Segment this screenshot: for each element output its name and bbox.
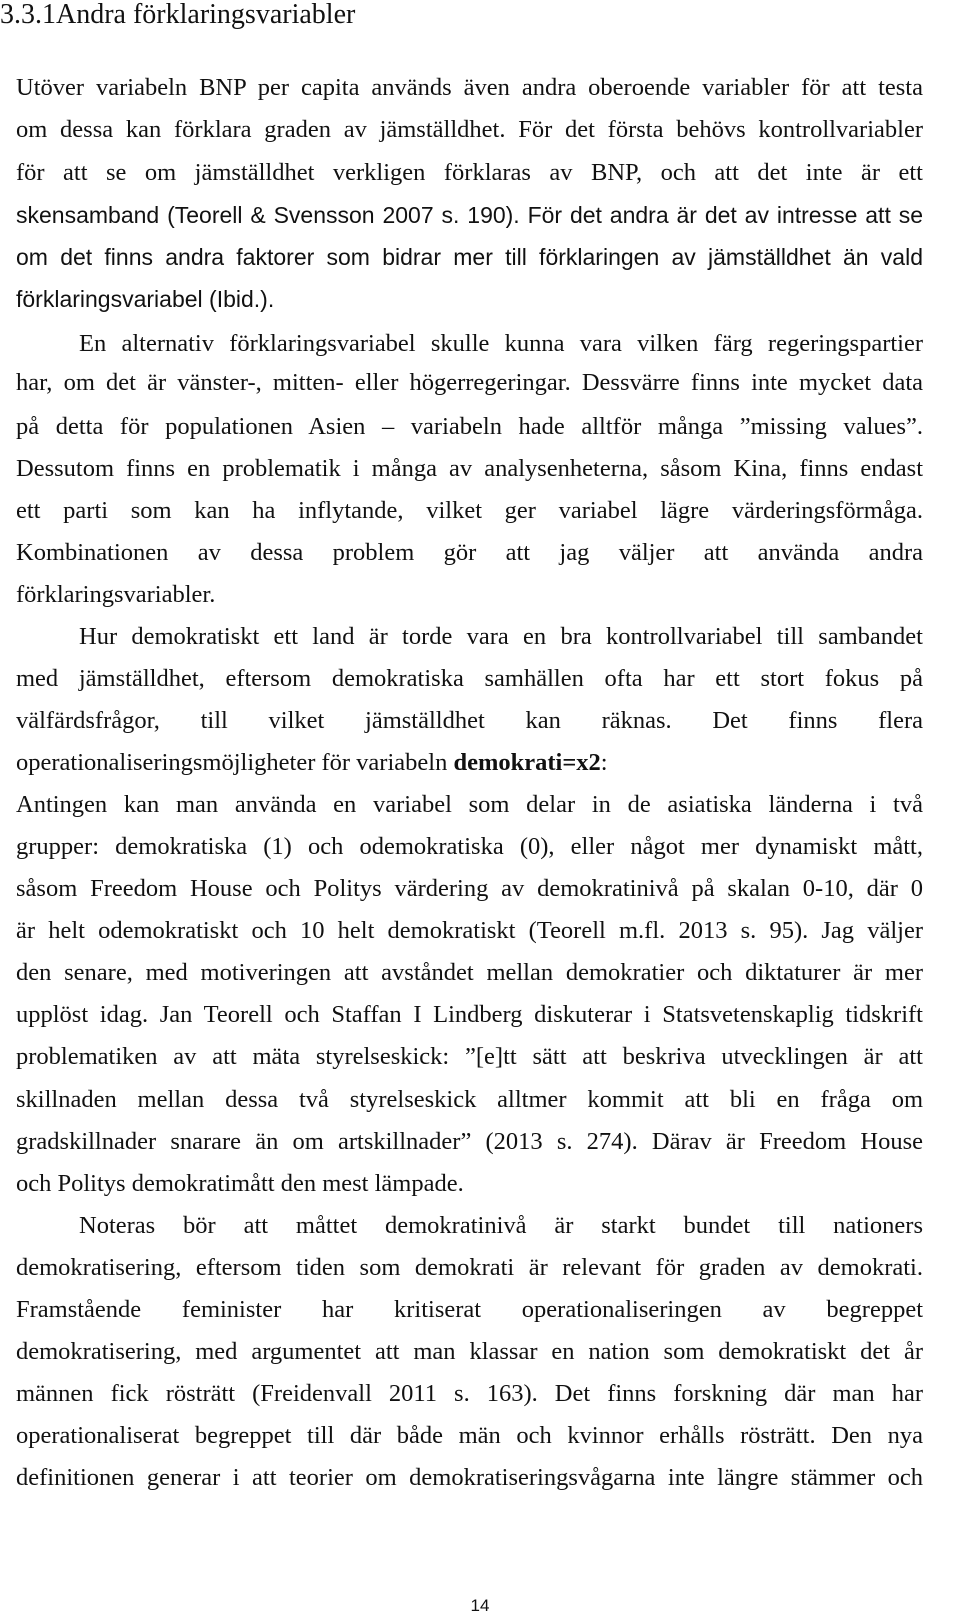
text-line: förklaringsvariabler. — [16, 581, 216, 608]
text-line: såsom Freedom House och Politys värdering av demokratinivå på skalan 0-10, där 0 — [16, 875, 923, 902]
text-line: demokratisering, eftersom tiden som demokrati är relevant för graden av demokrati. — [16, 1254, 923, 1281]
text-line: Hur demokratiskt ett land är torde vara en bra kontrollvariabel till sambandet — [79, 623, 923, 650]
text-line: En alternativ förklaringsvariabel skulle kunna vara vilken färg regeringspartier — [79, 330, 923, 357]
text-line: välfärdsfrågor, till vilket jämställdhet kan räknas. Det finns flera — [16, 707, 923, 734]
text-line: Noteras bör att måttet demokratinivå är starkt bundet till nationers — [79, 1212, 923, 1239]
text-line: Dessutom finns en problematik i många av analysenheterna, såsom Kina, finns endast — [16, 455, 923, 482]
text-line: upplöst idag. Jan Teorell och Staffan I Lindberg diskuterar i Statsvetenskaplig tidskrift — [16, 1001, 923, 1028]
text-line: Framstående feminister har kritiserat operationaliseringen av begreppet — [16, 1296, 923, 1323]
text-line: skillnaden mellan dessa två styrelseskick alltmer kommit att bli en fråga om — [16, 1086, 923, 1113]
text-line: gradskillnader snarare än om artskillnader” (2013 s. 274). Därav är Freedom House — [16, 1128, 923, 1155]
text-line: Utöver variabeln BNP per capita används även andra oberoende variabler för att testa — [16, 74, 923, 101]
variable-name: demokrati=x2 — [453, 749, 601, 776]
text-line: operationaliserat begreppet till där både män och kvinnor erhålls rösträtt. Den nya — [16, 1422, 923, 1449]
text-line-start: operationaliseringsmöjligheter för variabeln — [16, 749, 454, 776]
text-line: männen fick rösträtt (Freidenvall 2011 s. 163). Det finns forskning där man har — [16, 1380, 923, 1407]
text-line: definitionen generar i att teorier om demokratiseringsvågarna inte längre stämmer och — [16, 1464, 923, 1491]
text-line — [16, 746, 923, 780]
text-line: om det finns andra faktorer som bidrar mer till förklaringen av jämställdhet än vald — [16, 244, 923, 270]
text-line: med jämställdhet, eftersom demokratiska samhällen ofta har ett stort fokus på — [16, 665, 923, 692]
text-line: Kombinationen av dessa problem gör att jag väljer att använda andra — [16, 539, 923, 566]
text-line: förklaringsvariabel (Ibid.). — [16, 286, 275, 312]
text-line: den senare, med motiveringen att avståndet mellan demokratier och diktaturer är mer — [16, 959, 923, 986]
text-line: skensamband (Teorell & Svensson 2007 s. 190). För det andra är det av intresse att se — [16, 202, 923, 228]
text-line: problematiken av att mäta styrelseskick: ”[e]tt sätt att beskriva utvecklingen är att — [16, 1043, 923, 1070]
variable-colon: : — [600, 749, 608, 776]
text-line: på detta för populationen Asien – variabeln hade alltför många ”missing values”. — [16, 413, 923, 440]
text-line: är helt odemokratiskt och 10 helt demokratiskt (Teorell m.fl. 2013 s. 95). Jag väljer — [16, 917, 923, 944]
text-line: och Politys demokratimått den mest lämpade. — [16, 1170, 464, 1197]
text-line: grupper: demokratiska (1) och odemokratiska (0), eller något mer dynamiskt mått, — [16, 833, 923, 860]
text-line: har, om det är vänster-, mitten- eller högerregeringar. Dessvärre finns inte mycket data — [16, 369, 923, 396]
text-line: ett parti som kan ha inflytande, vilket ger variabel lägre värderingsförmåga. — [16, 497, 923, 524]
text-line: demokratisering, med argumentet att man klassar en nation som demokratiskt det år — [16, 1338, 923, 1365]
text-line: för att se om jämställdhet verkligen förklaras av BNP, och att det inte är ett — [16, 159, 923, 186]
text-line: Antingen kan man använda en variabel som delar in de asiatiska länderna i två — [16, 791, 923, 818]
section-heading: 3.3.1Andra förklaringsvariabler — [0, 0, 356, 30]
text-line: om dessa kan förklara graden av jämställdhet. För det första behövs kontrollvariabler — [16, 116, 923, 143]
page-number: 14 — [470, 1596, 490, 1615]
